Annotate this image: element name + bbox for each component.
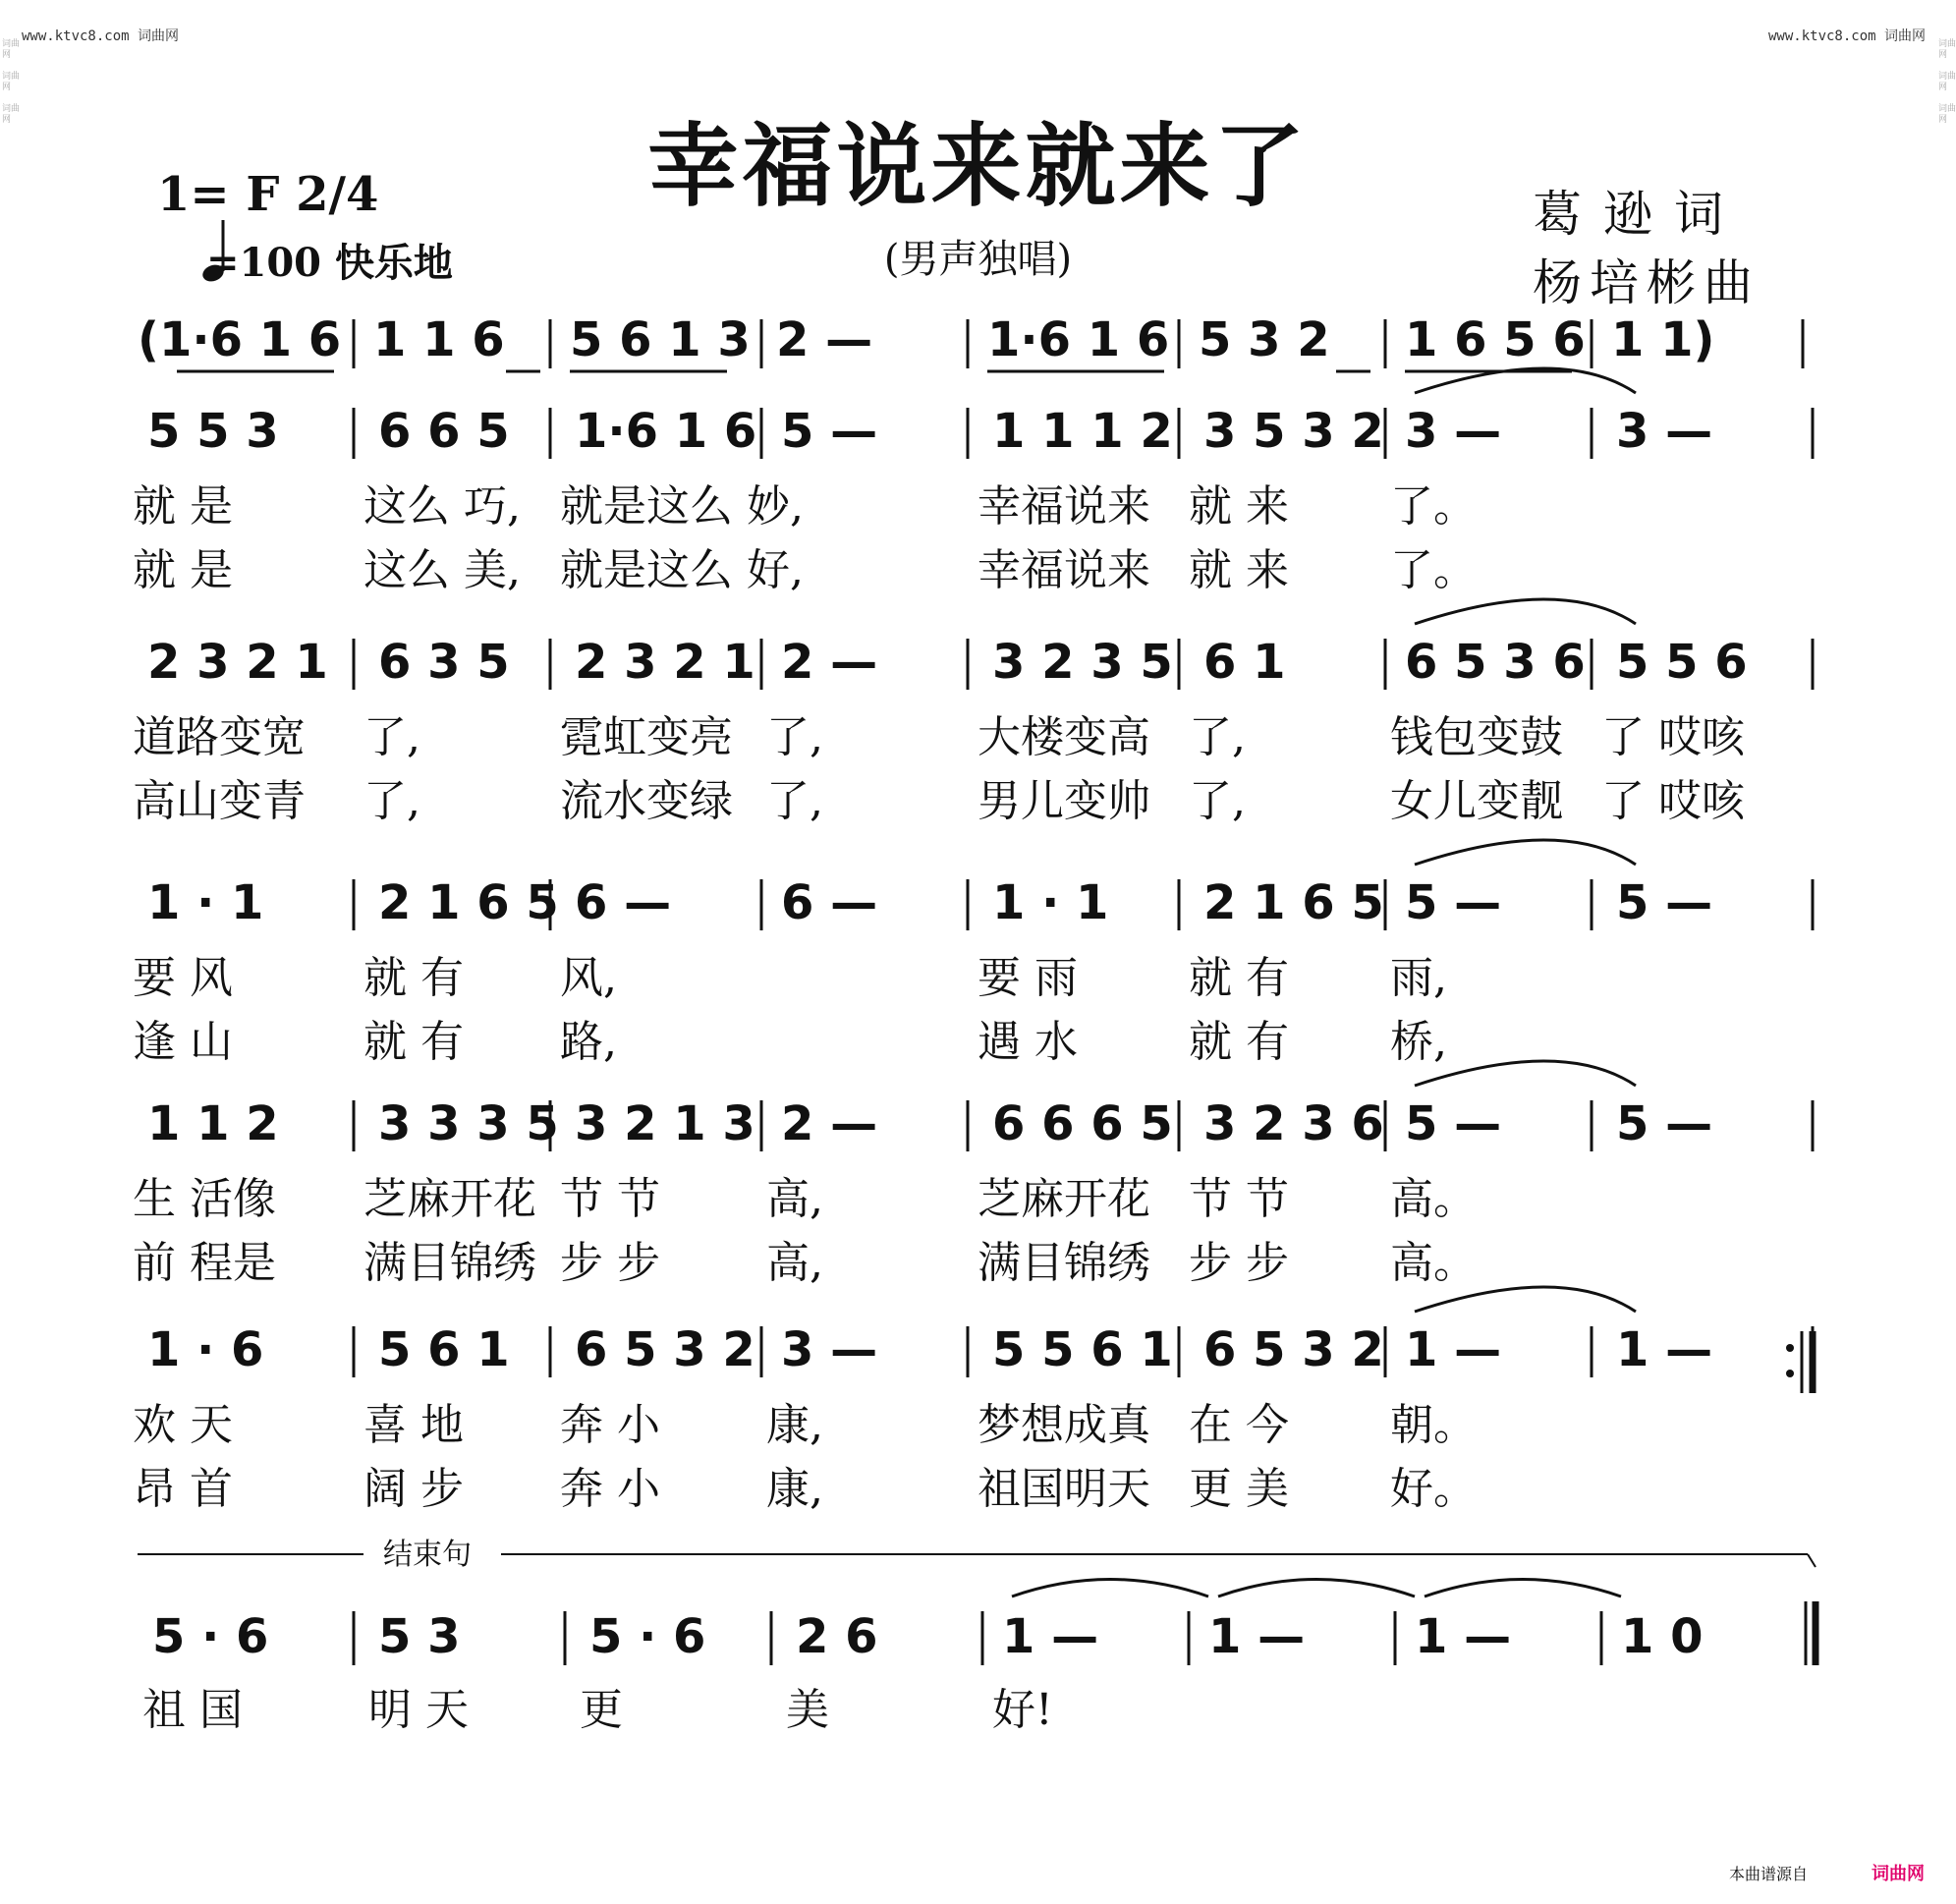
lyric-ending: 更 bbox=[580, 1685, 623, 1735]
tie-slur bbox=[1415, 1287, 1636, 1312]
measure-notes: 6 6 6 5 bbox=[992, 1096, 1173, 1151]
measure-notes: 5 — bbox=[1616, 1096, 1713, 1151]
lyric-verse2: 路, bbox=[560, 1017, 617, 1067]
measure-notes: 6 3 5 bbox=[378, 635, 510, 690]
measure-notes: 3 2 3 5 bbox=[992, 635, 1173, 690]
repeat-sign bbox=[1786, 1331, 1813, 1393]
tie-slur bbox=[1425, 1580, 1621, 1597]
lyric-verse2: 遇 水 bbox=[978, 1017, 1078, 1067]
composer: 杨培彬曲 bbox=[1533, 254, 1760, 311]
key-signature: 1= F 2/4 bbox=[157, 167, 379, 222]
lyric-verse1: 高。 bbox=[1390, 1174, 1477, 1224]
measure-notes: 5 · 6 bbox=[589, 1609, 706, 1664]
lyric-verse2: 高, bbox=[766, 1238, 823, 1288]
measure-notes: 6 5 3 6 bbox=[1405, 635, 1586, 690]
measure-notes: 1 — bbox=[1616, 1322, 1713, 1377]
lyric-verse1: 就是这么 妙, bbox=[560, 481, 804, 532]
side-watermark-left: 词曲网 词曲网 词曲网 bbox=[2, 39, 21, 125]
measure-notes: 1 1) bbox=[1611, 312, 1715, 367]
measure-notes: 2 1 6 5 bbox=[378, 875, 559, 930]
footer-source: 本曲谱源自 bbox=[1729, 1865, 1809, 1883]
watermark-right: www.ktvc8.com 词曲网 bbox=[1768, 28, 1927, 44]
lyric-verse1: 幸福说来 bbox=[978, 481, 1150, 532]
lyric-ending: 明 天 bbox=[368, 1685, 469, 1735]
verse-row bbox=[133, 840, 1813, 1067]
measure-notes: 3 2 1 3 bbox=[575, 1096, 755, 1151]
lyric-ending: 美 bbox=[786, 1685, 829, 1735]
tie-slur bbox=[1218, 1580, 1415, 1597]
lyric-verse1: 雨, bbox=[1390, 953, 1447, 1003]
measure-notes: 1 — bbox=[1405, 1322, 1502, 1377]
measure-notes: 6 — bbox=[781, 875, 878, 930]
lyric-verse1: 就 来 bbox=[1189, 481, 1289, 532]
lyric-verse2: 男儿变帅 bbox=[978, 776, 1150, 826]
measure-notes: 1 1 1 2 bbox=[992, 404, 1173, 459]
lyric-verse2: 桥, bbox=[1390, 1017, 1447, 1067]
lyric-verse1: 大楼变高 bbox=[978, 712, 1150, 762]
measure-notes: 5 3 bbox=[378, 1609, 461, 1664]
verse-row bbox=[133, 599, 1813, 826]
lyric-ending: 祖 国 bbox=[142, 1685, 243, 1735]
measure-notes: 5 — bbox=[781, 404, 878, 459]
lyric-verse1: 节 节 bbox=[1189, 1174, 1289, 1224]
lyric-verse2: 步 步 bbox=[1189, 1238, 1289, 1288]
measure-notes: 2 3 2 1 bbox=[147, 635, 328, 690]
measure-notes: 1·6 1 6 bbox=[575, 404, 757, 459]
lyric-verse1: 风, bbox=[560, 953, 617, 1003]
lyric-verse1: 节 节 bbox=[560, 1174, 660, 1224]
lyric-verse2: 了, bbox=[766, 776, 823, 826]
measure-notes: (1·6 1 6 bbox=[138, 312, 342, 367]
lyric-verse2: 幸福说来 bbox=[978, 545, 1150, 595]
lyric-verse2: 高山变青 bbox=[133, 776, 306, 826]
lyric-verse2: 了, bbox=[1189, 776, 1246, 826]
measure-notes: 3 2 3 6 bbox=[1203, 1096, 1384, 1151]
measure-notes: 5 — bbox=[1405, 875, 1502, 930]
footer-site-link[interactable]: 词曲网 bbox=[1872, 1864, 1925, 1884]
lyric-verse1: 要 雨 bbox=[978, 953, 1078, 1003]
measure-notes: 6 5 3 2 bbox=[1203, 1322, 1384, 1377]
tempo-marking: =100 快乐地 bbox=[206, 240, 453, 286]
ending-label: 结束句 bbox=[383, 1538, 472, 1572]
measure-notes: 1 · 1 bbox=[992, 875, 1109, 930]
lyric-verse2: 昂 首 bbox=[133, 1464, 233, 1514]
measure-notes: 6 6 5 bbox=[378, 404, 510, 459]
measure-notes: 3 — bbox=[781, 1322, 878, 1377]
tie-slur bbox=[1415, 840, 1636, 865]
lyric-verse1: 在 今 bbox=[1189, 1400, 1289, 1450]
lyric-verse2: 祖国明天 bbox=[978, 1464, 1150, 1514]
measure-notes: 1 — bbox=[1002, 1609, 1099, 1664]
measure-notes: 6 — bbox=[575, 875, 672, 930]
lyric-verse1: 奔 小 bbox=[560, 1400, 660, 1450]
intro-line bbox=[138, 312, 1803, 371]
lyric-verse1: 高, bbox=[766, 1174, 823, 1224]
measure-notes: 3 — bbox=[1616, 404, 1713, 459]
lyric-verse2: 流水变绿 bbox=[560, 776, 733, 826]
measure-notes: 6 5 3 2 bbox=[575, 1322, 755, 1377]
measure-notes: 5 · 6 bbox=[152, 1609, 269, 1664]
lyric-verse1: 欢 天 bbox=[133, 1400, 233, 1450]
measure-notes: 5 5 6 bbox=[1616, 635, 1748, 690]
lyric-verse1: 芝麻开花 bbox=[363, 1174, 536, 1224]
measure-notes: 1 · 1 bbox=[147, 875, 264, 930]
measure-notes: 1 0 bbox=[1621, 1609, 1704, 1664]
lyric-verse1: 了, bbox=[363, 712, 420, 762]
lyric-verse2: 高。 bbox=[1390, 1238, 1477, 1288]
verse-row bbox=[133, 368, 1813, 595]
lyric-verse2: 这么 美, bbox=[363, 545, 521, 595]
song-title: 幸福说来就来了 bbox=[647, 113, 1309, 219]
measure-notes: 1 — bbox=[1208, 1609, 1306, 1664]
measure-notes: 5 5 3 bbox=[147, 404, 279, 459]
lyric-verse1: 康, bbox=[766, 1400, 823, 1450]
measure-notes: 1 1 2 bbox=[147, 1096, 279, 1151]
lyric-verse2: 了。 bbox=[1390, 545, 1477, 595]
measure-notes: 2 3 2 1 bbox=[575, 635, 755, 690]
lyric-verse1: 钱包变鼓 bbox=[1390, 712, 1563, 762]
measure-notes: 6 1 bbox=[1203, 635, 1286, 690]
lyric-verse2: 就 是 bbox=[133, 545, 233, 595]
lyric-verse2: 就 有 bbox=[1189, 1017, 1289, 1067]
verse-row bbox=[133, 1061, 1813, 1288]
measure-notes: 5 6 1 3 bbox=[570, 312, 751, 367]
measure-notes: 2 — bbox=[776, 312, 873, 367]
measure-notes: 1 1 6 bbox=[373, 312, 505, 367]
lyric-verse2: 满目锦绣 bbox=[363, 1238, 536, 1288]
verse-row bbox=[133, 1287, 1813, 1514]
lyric-verse2: 奔 小 bbox=[560, 1464, 660, 1514]
lyric-verse2: 女儿变靓 bbox=[1390, 776, 1563, 826]
measure-notes: 5 6 1 bbox=[378, 1322, 510, 1377]
ending-notes bbox=[142, 1580, 1704, 1736]
measure-notes: 5 5 6 1 bbox=[992, 1322, 1173, 1377]
measure-notes: 2 1 6 5 bbox=[1203, 875, 1384, 930]
measure-notes: 3 — bbox=[1405, 404, 1502, 459]
side-watermark-right: 词曲网 词曲网 词曲网 bbox=[1938, 39, 1956, 125]
measure-notes: 2 6 bbox=[796, 1609, 878, 1664]
lyric-verse2: 了 哎咳 bbox=[1601, 776, 1745, 826]
lyric-verse2: 了, bbox=[363, 776, 420, 826]
lyric-verse1: 了。 bbox=[1390, 481, 1477, 532]
lyric-verse2: 更 美 bbox=[1189, 1464, 1289, 1514]
measure-notes: 1·6 1 6 bbox=[987, 312, 1170, 367]
lyric-verse1: 梦想成真 bbox=[978, 1400, 1150, 1450]
lyric-verse1: 朝。 bbox=[1390, 1400, 1477, 1450]
lyric-verse1: 了, bbox=[766, 712, 823, 762]
tie-slur bbox=[1415, 599, 1636, 624]
measure-notes: 5 — bbox=[1405, 1096, 1502, 1151]
lyric-verse2: 逢 山 bbox=[133, 1017, 233, 1067]
lyricist: 葛逊词 bbox=[1533, 186, 1745, 243]
measure-notes: 3 3 3 5 bbox=[378, 1096, 559, 1151]
lyric-verse1: 就 有 bbox=[363, 953, 464, 1003]
tie-slur bbox=[1012, 1580, 1208, 1597]
lyric-verse2: 就是这么 好, bbox=[560, 545, 804, 595]
measure-notes: 5 3 2 bbox=[1199, 312, 1330, 367]
lyric-verse1: 要 风 bbox=[133, 953, 233, 1003]
lyric-verse1: 喜 地 bbox=[363, 1400, 464, 1450]
lyric-verse1: 了 哎咳 bbox=[1601, 712, 1745, 762]
ending-section bbox=[138, 1538, 1816, 1735]
measure-notes: 5 — bbox=[1616, 875, 1713, 930]
lyric-ending: 好! bbox=[992, 1685, 1053, 1735]
lyric-verse2: 好。 bbox=[1390, 1464, 1477, 1514]
lyric-verse2: 满目锦绣 bbox=[978, 1238, 1150, 1288]
measure-notes: 1 · 6 bbox=[147, 1322, 264, 1377]
lyric-verse1: 这么 巧, bbox=[363, 481, 521, 532]
lyric-verse1: 道路变宽 bbox=[133, 712, 306, 762]
lyric-verse2: 康, bbox=[766, 1464, 823, 1514]
lyric-verse1: 就 是 bbox=[133, 481, 233, 532]
lyric-verse1: 霓虹变亮 bbox=[560, 712, 733, 762]
watermark-left: www.ktvc8.com 词曲网 bbox=[22, 28, 180, 44]
lyric-verse1: 芝麻开花 bbox=[978, 1174, 1150, 1224]
measure-notes: 2 — bbox=[781, 635, 878, 690]
lyric-verse2: 就 有 bbox=[363, 1017, 464, 1067]
lyric-verse2: 步 步 bbox=[560, 1238, 660, 1288]
lyric-verse1: 就 有 bbox=[1189, 953, 1289, 1003]
measure-notes: 1 — bbox=[1415, 1609, 1512, 1664]
measure-notes: 2 — bbox=[781, 1096, 878, 1151]
measure-notes: 3 5 3 2 bbox=[1203, 404, 1384, 459]
verse-rows bbox=[133, 368, 1813, 1514]
lyric-verse2: 阔 步 bbox=[363, 1464, 464, 1514]
lyric-verse2: 就 来 bbox=[1189, 545, 1289, 595]
subtitle: (男声独唱) bbox=[883, 237, 1073, 282]
tie-slur bbox=[1415, 1061, 1636, 1086]
measure-notes: 1 6 5 6 bbox=[1405, 312, 1586, 367]
lyric-verse1: 生 活像 bbox=[133, 1174, 276, 1224]
lyric-verse2: 前 程是 bbox=[133, 1238, 276, 1288]
lyric-verse1: 了, bbox=[1189, 712, 1246, 762]
